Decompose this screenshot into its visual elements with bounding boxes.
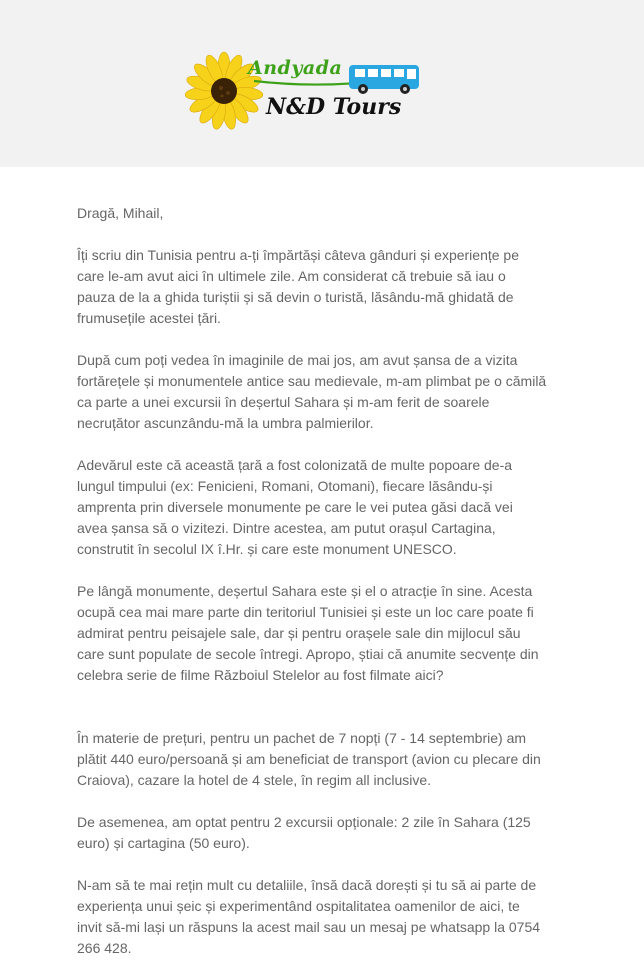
- email-paragraph: N-am să te mai rețin mult cu detaliile, însă dacă dorești și tu să ai parte de experiența unui șeic și experimentând ospitalitatea oamenilor de aici, te invit să-mi lași un răspuns la acest mail sau un mesaj pe whatsapp la 0754 266 428.: [77, 877, 541, 956]
- email-body: [77, 203, 547, 980]
- email-header: [0, 0, 644, 167]
- email-greeting: Dragă, Mihail,: [77, 205, 164, 221]
- email-paragraph: Adevărul este că această țară a fost colonizată de multe popoare de-a lungul timpului (ex: Fenicieni, Romani, Otomani), fiecare lăsându-și amprenta prin diversele monumente pe care le vei putea găsi dacă vei avea șansa să o vizitezi. Dintre acestea, am putut orașul Cartagina, construtit în secolul IX î.Hr. și care este monument UNESCO.: [77, 457, 513, 557]
- email-paragraph: După cum poți vedea în imaginile de mai jos, am avut șansa de a vizita fortărețele și monumentele antice sau medievale, m-am plimbat pe o cămilă ca parte a unei excursii în deșertul Sahara și m-am ferit de soarele necruțător ascunzându-mă la umbra palmierilor.: [77, 352, 547, 431]
- company-logo: [184, 49, 424, 129]
- logo-name-text: Andyada: [248, 57, 343, 79]
- email-paragraph: Îți scriu din Tunisia pentru a-ți împărtăși câteva gânduri și experiențe pe care le-am avut aici în ultimele zile. Am considerat că trebuie să iau o pauza de la a ghida turiștii și să devin o turistă, lăsându-mă ghidată de frumusețile acestei țări.: [77, 247, 520, 326]
- logo-tours-text: N&D Tours: [266, 94, 402, 120]
- email-paragraph: Pe lângă monumente, deșertul Sahara este și el o atracție în sine. Acesta ocupă cea mai mare parte din teritoriul Tunisiei și este un loc care poate fi admirat pentru peisajele sale, dar și pentru orașele sale din mijlocul său care sunt populate de secole întregi. Apropo, știai că anumite secvențe din celebra serie de filme Războiul Stelelor au fost filmate aici?: [77, 583, 539, 683]
- email-paragraph: De asemenea, am optat pentru 2 excursii opționale: 2 zile în Sahara (125 euro) și cartagina (50 euro).: [77, 814, 531, 851]
- email-paragraph: În materie de prețuri, pentru un pachet de 7 nopți (7 - 14 septembrie) am plătit 440 euro/persoană și am beneficiat de transport (avion cu plecare din Craiova), cazare la hotel de 4 stele, în regim all inclusive.: [77, 730, 541, 788]
